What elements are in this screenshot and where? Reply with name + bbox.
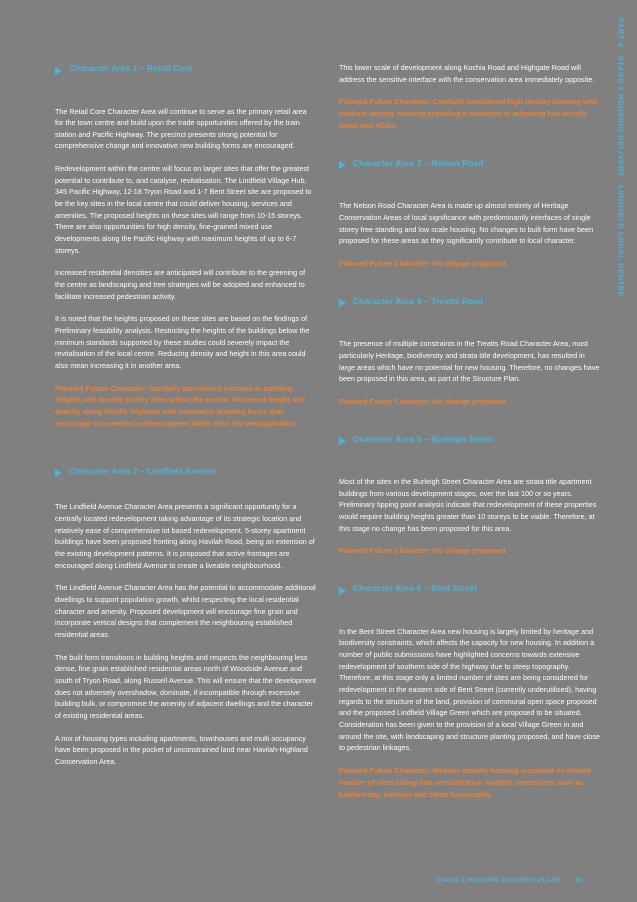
paragraph-area2-2: The Lindfield Avenue Character Area has the potential to accommodate additional dwellings to support population growth, whilst respecting the local residential character and amenity. Proposed development will encourage fine grain and incorporate vertical designs that complement the neighbouring established residential areas. — [55, 583, 316, 639]
paragraph-area1-4: It is noted that the heights proposed on these sites are based on the findings of Preliminary feasibility analysis. Restricting the heights of the buildings below the minimum standards supported by these studies could severely impact the revitalisation of the local centre. Reducing density and height in this area could also mean increasing it in another area. — [55, 314, 310, 370]
paragraph-area5-1: Most of the sites in the Burleigh Street Character Area are strata title apartment buildings from various development stages, over the last 100 or so years. Preliminary tipping point analysis indicate that redevelopment of these properties would require building heights greater than 10 storeys to be viable. Therefore, at this stage no change has been proposed for this area. — [339, 477, 597, 533]
paragraph-area1-2: Redevelopment within the centre will focus on larger sites that offer the greatest potential to contribute to, and catalyse, revitalisation. The Lindfield Village Hub, 345 Pacific Highway, 12-18 Tryon Road and 1-7 Bent Street site are proposed to be the key sites in the local centre that could deliver housing, services and amenities. The proposed heights on these sites will range from 10-15 storeys. There are also opportunities for high density, fine-grained mixed use developments along the Pacific Highway with maximum heights of up to 6-7 storeys. — [55, 164, 312, 255]
triangle-marker-icon — [55, 469, 62, 477]
section-title-character-area-5: Character Area 5 – Burleigh Street — [353, 433, 493, 444]
section-heading-character-area-1 — [55, 64, 317, 75]
paragraph-area2-continued: This lower scale of development along Kochia Road and Highgate Road will address the sensitive interface with the conservation area immediately opposite. — [339, 63, 595, 84]
right-column — [339, 62, 601, 902]
section-title-character-area-3: Character Area 3 – Nelson Road — [353, 157, 484, 168]
triangle-marker-icon — [339, 587, 346, 595]
paragraph-area2-3: The built form transitions in building heights and respects the neighbouring less dense, fine grain established residential areas north of Woodside Avenue and south of Tryon Road, along Russell Avenue. This will ensure that the development does not adversely overshadow, dominate, if incompatible through excessive building bulk, or compromise the amenity of adjacent dwellings and the character of existing residential areas. — [55, 652, 317, 720]
paragraph-area1-3: Increased residential densities are anticipated will contribute to the greening of the centre as landscaping and tree strategies will be adopted and enhanced to facilitate increased pedestrian activity. — [55, 268, 306, 301]
section-heading-character-area-3 — [339, 159, 601, 170]
triangle-marker-icon — [339, 161, 346, 169]
planned-future-character-area4: Planned Future Character: No change proposed. — [339, 396, 508, 406]
section-heading-character-area-5 — [339, 435, 601, 446]
footer-page-number: 49 — [574, 877, 582, 884]
planned-future-character-area6: Planned Future Character: Medium density housing proposed on limited number of sites taking into consideration multiple constraints such as biodiversity, heritage and steep topography. — [339, 765, 591, 799]
paragraph-area3-1: The Nelson Road Character Area is made up almost entirely of Heritage Conservation Areas of local significance with predominantly interfaces of single storey free standing and low scale housing. No changes to built form have been proposed for these areas as they significantly contribute to local character. — [339, 201, 594, 246]
section-title-character-area-1: Character Area 1 – Retail Core — [69, 63, 193, 73]
paragraph-area2-1: The Lindfield Avenue Character Area presents a significant opportunity for a centrally located redevelopment taking advantage of its strategic location and relatively ease of comprehensive lot based redevelopment. 5-storey apartment buildings have been proposed fronting along Havilah Road, being an extension of the existing development patterns. It is proposed that active frontages are encouraged along Lindfield Avenue to create a liveable neighbourhood. — [55, 502, 315, 570]
section-title-character-area-2: Character Area 2 – Lindfield Avenue — [69, 465, 216, 476]
paragraph-area1-1: The Retail Core Character Area will continue to serve as the primary retail area for the town centre and build upon the trade opportunities offered by the train station and Pacific Highway. The precinct presents strong potential for comprehensive change and innovative new building forms are encouraged. — [55, 106, 307, 151]
triangle-marker-icon — [339, 437, 346, 445]
section-title-character-area-4: Character Area 4 – Treatts Road — [353, 295, 484, 306]
planned-future-character-area3: Planned Future Character: No change proposed. — [339, 258, 508, 268]
section-heading-character-area-4 — [339, 297, 601, 308]
section-title-character-area-6: Character Area 6 – Bent Street — [353, 583, 478, 594]
section-heading-character-area-2 — [55, 467, 317, 478]
planned-future-character-area5: Planned Future Character: No change proposed. — [339, 546, 508, 556]
planned-future-character-area1: Planned Future Character: Carefully considered increase in building heights and density on key sites within the centre. Increased height and density along Pacific Highway with innovative building forms that encourage incremental redevelopment rather than site amalgamation — [55, 383, 306, 429]
paragraph-area6-1: In the Bent Street Character Area new housing is largely limited by heritage and biodiversity constraints, which affects the capacity for new housing. In addition a number of public submissions have highlighted concerns towards extensive redevelopment of southern side of the highway due to steep topography. Therefore, at this stage only a limited number of sites are being considered for redevelopment in the eastern side of Bent Street (currently underutilised), having regards to the structure of the land, provision of communal open space proposed and the proposed Lindfield Village Green which are proposed to be situated. Consideration has been given to the provision of a local Village Green in and around the site, with landscaping and structure planting proposed, and have close to pedestrian linkages. — [339, 626, 600, 753]
footer-document-title: STAGE 2 HOUSING DELIVERY PLANS — [435, 877, 562, 884]
vertical-section-tab-label: PART 4 - STAGE 2 HOUSING DELIVERY - LINDFIELD LOCAL CENTRE — [616, 18, 626, 298]
triangle-marker-icon — [339, 299, 346, 307]
triangle-marker-icon — [55, 67, 62, 75]
page-footer — [436, 877, 582, 884]
paragraph-area4-1: The presence of multiple constraints in the Treatts Road Character Area, most particularly Heritage, biodiversity and strata title development, has resulted in large areas which have no potential for new housing. Therefore, no changes have been proposed in this area, as part of the Structure Plan. — [339, 339, 600, 384]
left-column — [55, 62, 317, 902]
planned-future-character-area2: Planned Future Character: Carefully considered high density housing with medium density housing providing a transition to adjoining low density areas and HCAs. — [339, 97, 598, 130]
paragraph-area2-4: A mix of housing types including apartments, townhouses and multi occupancy have been proposed in the pocket of unconstrained land near Havilah-Highland Conservation Area. — [55, 733, 308, 766]
vertical-section-tab — [601, 0, 637, 902]
section-heading-character-area-6 — [339, 584, 601, 595]
